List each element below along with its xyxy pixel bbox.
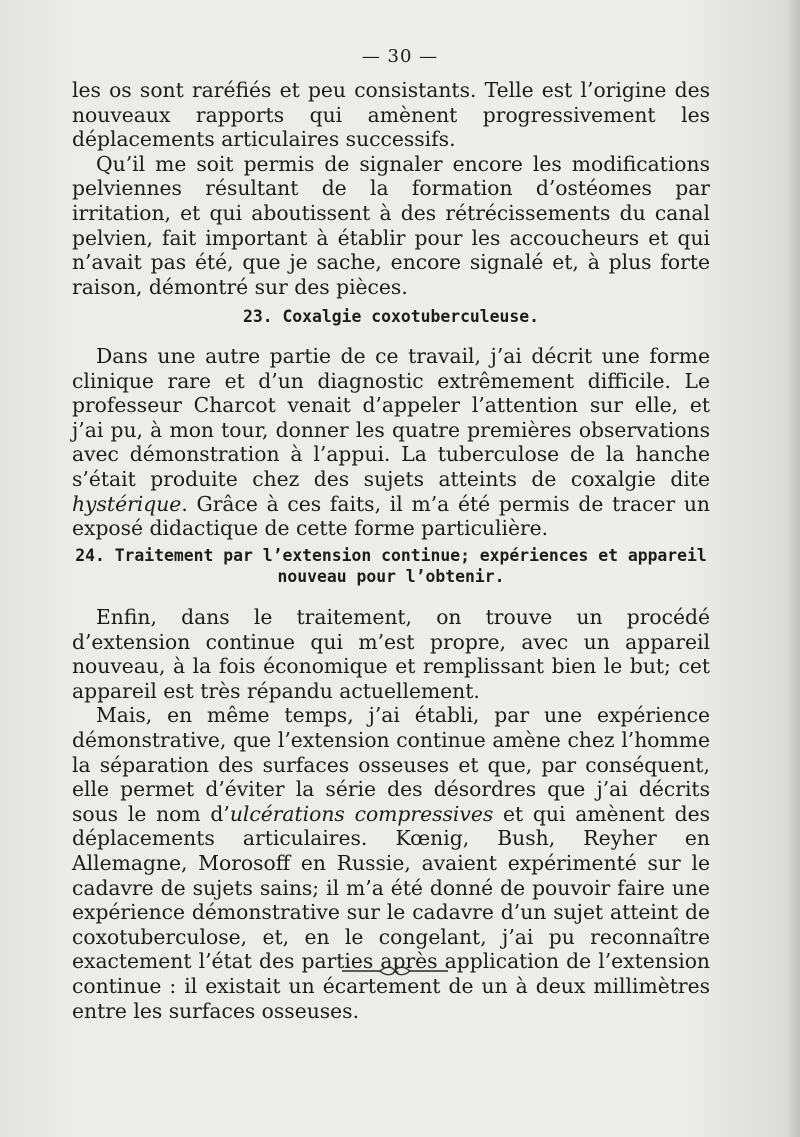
paragraph-3: [72, 344, 710, 541]
paragraph-2: Qu’il me soit permis de signaler encore les modifications pelviennes résultant de la formation d’ostéomes par irritation, et qui aboutissent à des rétrécissements du canal pelvien, fait important à établir pour les accoucheurs et qui n’avait pas été, que je sache, encore signalé et, à plus forte raison, démontré sur des pièces.: [72, 151, 710, 299]
paragraph-4: Enfin, dans le traitement, on trouve un procédé d’extension continue qui m’est propre, avec un appareil nouveau, à la fois économique et remplissant bien le but; cet appareil est très répandu actuellement.: [72, 605, 710, 703]
paragraph-1: les os sont raréfiés et peu consistants. Telle est l’origine des nouveaux rapports qui amènent progressivement les déplacements articulaires successifs.: [72, 78, 710, 152]
section-heading-24-line-2: nouveau pour l’obtenir.: [277, 567, 505, 586]
text-block-3: [72, 605, 710, 1023]
page-edge-shadow: [786, 0, 800, 1137]
section-heading-24-line-1: 24. Traitement par l’extension continue; expériences et appareil: [75, 546, 707, 565]
paragraph-5-italic: ulcérations compressives: [229, 801, 494, 826]
page-number: — 30 —: [361, 46, 439, 67]
text-block-1: [72, 78, 710, 299]
paragraph-3-text-b: . Grâce à ces faits, il m’a été permis de tracer un exposé didactique de cette forme particulière.: [72, 491, 710, 541]
text-block-2: [72, 344, 710, 541]
paragraph-5-text-a: Mais, en même temps, j’ai établi, par une expérience démonstrative, que l’extension continue amène chez l’homme la séparation des surfaces osseuses et que, par conséquent, elle permet d’éviter la série des désordres que j’ai décrits sous le nom d’: [72, 703, 710, 826]
section-heading-23: 23. Coxalgie coxotuberculeuse.: [242, 307, 540, 326]
section-heading-24: [72, 545, 710, 587]
paragraph-3-italic: hystérique: [72, 491, 182, 516]
paragraph-5-text-b: et qui amènent des déplacements articulaires. Kœnig, Bush, Reyher en Allemagne, Morosoff en Russie, avaient expérimenté sur le cadavre de sujets sains; il m’a été donné de pouvoir faire une expérience démonstrative sur le cadavre d’un sujet atteint de coxotuberculose, et, en le congelant, j’ai pu reconnaître exactement l’état des parties après application de l’extension continue : il existait un écartement de un à deux millimètres entre les surfaces osseuses.: [72, 801, 710, 1023]
end-ornament-icon: [340, 963, 450, 979]
paragraph-3-text-a: Dans une autre partie de ce travail, j’ai décrit une forme clinique rare et d’un diagnostic extrêmement difficile. Le professeur Charcot venait d’appeler l’attention sur elle, et j’ai pu, à mon tour, donner les quatre premières observations avec démonstration à l’appui. La tuberculose de la hanche s’était produite chez des sujets atteints de coxalgie dite: [72, 344, 710, 491]
